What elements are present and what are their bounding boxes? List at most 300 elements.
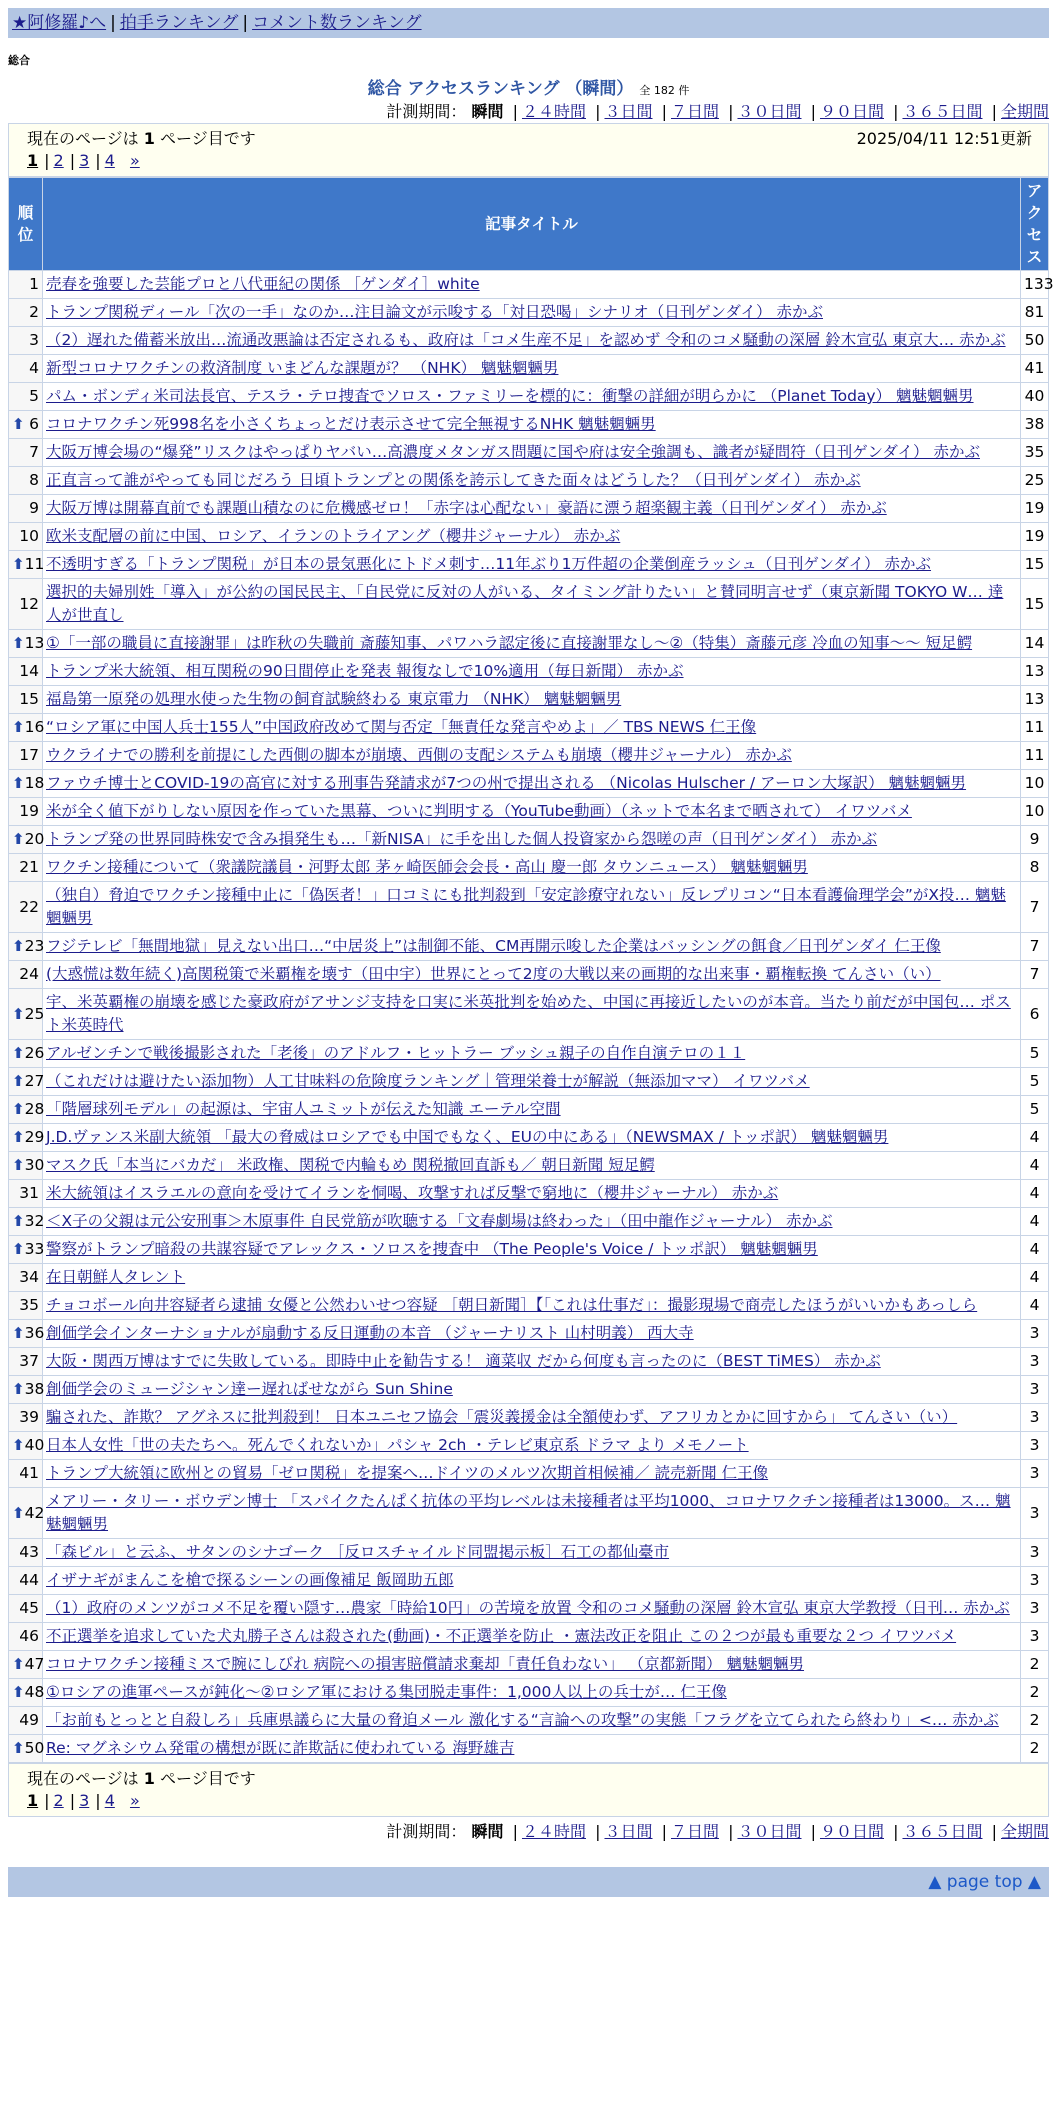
access-count: 11 bbox=[1021, 742, 1049, 770]
access-count: 41 bbox=[1021, 355, 1049, 383]
rank-cell bbox=[9, 658, 43, 686]
article-link[interactable]: 「お前もとっとと自殺しろ」兵庫県議らに大量の脅迫メール 激化する“言論への攻撃”の実態「フラグを立てられたら終わり」<… 赤かぶ bbox=[46, 1711, 999, 1729]
rank-cell bbox=[9, 1152, 43, 1180]
access-count: 35 bbox=[1021, 439, 1049, 467]
article-link[interactable]: （2）遅れた備蓄米放出…流通改悪論は否定されるも、政府は「コメ生産不足」を認めず 令和のコメ騒動の深層 鈴木宣弘 東京大… 赤かぶ bbox=[46, 331, 1006, 349]
title-cell bbox=[43, 658, 1021, 686]
title-cell bbox=[43, 798, 1021, 826]
pager-status: 現在のページは 1 ページ目です bbox=[27, 129, 256, 148]
access-count: 19 bbox=[1021, 523, 1049, 551]
rank-number: 26 bbox=[24, 1044, 45, 1062]
title-cell bbox=[43, 551, 1021, 579]
page-1-current: 1 bbox=[27, 151, 39, 170]
article-link[interactable]: ＜X子の父親は元公安刑事＞木原事件 自民党筋が吹聴する「文春劇場は終わった」（田中龍作ジャーナル） 赤かぶ bbox=[46, 1212, 833, 1230]
up-arrow-icon: ⬆ bbox=[12, 718, 25, 736]
title-cell bbox=[43, 1404, 1021, 1432]
rank-cell bbox=[9, 439, 43, 467]
article-link[interactable]: 不正選挙を追求していた犬丸勝子さんは殺された(動画)・不正選挙を防止 ・憲法改正を阻止 この２つが最も重要な２つ イワツバメ bbox=[46, 1627, 957, 1645]
access-count: 13 bbox=[1021, 686, 1049, 714]
page-2-link[interactable]: 2 bbox=[53, 151, 64, 170]
rank-number: 48 bbox=[24, 1683, 45, 1701]
table-row bbox=[9, 383, 1049, 411]
rank-cell bbox=[9, 327, 43, 355]
comment-ranking-link[interactable]: コメント数ランキング bbox=[252, 13, 422, 33]
table-row bbox=[9, 630, 1049, 658]
access-count: 10 bbox=[1021, 798, 1049, 826]
access-count: 4 bbox=[1021, 1152, 1049, 1180]
title-cell bbox=[43, 1376, 1021, 1404]
rank-cell bbox=[9, 714, 43, 742]
rank-cell bbox=[9, 882, 43, 933]
article-link[interactable]: 欧米支配層の前に中国、ロシア、イランのトライアング（櫻井ジャーナル） 赤かぶ bbox=[46, 527, 621, 545]
article-link[interactable]: (大惑慌は数年続く)高関税策で米覇権を壊す（田中宇）世界にとって2度の大戦以来の画期的な出来事・覇権転換 てんさい（い） bbox=[46, 965, 941, 983]
article-link[interactable]: 創価学会のミュージシャン達ー遅ればせながら Sun Shine bbox=[46, 1380, 453, 1398]
access-count: 3 bbox=[1021, 1567, 1049, 1595]
rank-number: 6 bbox=[29, 415, 39, 433]
access-count: 15 bbox=[1021, 579, 1049, 630]
period-90d-link[interactable]: ９０日間 bbox=[819, 1822, 884, 1841]
title-cell bbox=[43, 1539, 1021, 1567]
pager-top bbox=[8, 123, 1049, 177]
title-cell bbox=[43, 1236, 1021, 1264]
rank-number: 21 bbox=[19, 858, 39, 876]
title-cell bbox=[43, 1208, 1021, 1236]
rank-cell bbox=[9, 1432, 43, 1460]
table-row bbox=[9, 1460, 1049, 1488]
access-count: 38 bbox=[1021, 411, 1049, 439]
period-selector-bottom: 計測期間： 瞬間 | ２４時間 | ３日間 | ７日間 | ３０日間 | ９０日間 | ３６５日間 | 全期間 bbox=[386, 1822, 1049, 1841]
article-link[interactable]: メアリー・タリー・ボウデン博士 「スパイクたんぱく抗体の平均レベルは未接種者は平均1000、コロナワクチン接種者は13000。ス… 魑魅魍魎男 bbox=[46, 1492, 1011, 1533]
rank-cell bbox=[9, 579, 43, 630]
footer-bar bbox=[8, 1867, 1049, 1897]
table-row bbox=[9, 1124, 1049, 1152]
updated-time: 2025/04/11 12:51更新 bbox=[856, 129, 1032, 148]
article-link[interactable]: ウクライナでの勝利を前提にした西側の脚本が崩壊、西側の支配システムも崩壊（櫻井ジャーナル） 赤かぶ bbox=[46, 746, 792, 764]
clap-ranking-link[interactable]: 拍手ランキング bbox=[119, 13, 239, 33]
table-row bbox=[9, 854, 1049, 882]
table-row bbox=[9, 1679, 1049, 1707]
rank-cell bbox=[9, 1651, 43, 1679]
article-link[interactable]: （これだけは避けたい添加物）人工甘味料の危険度ランキング｜管理栄養士が解説（無添加ママ） イワツバメ bbox=[46, 1072, 810, 1090]
table-row bbox=[9, 1320, 1049, 1348]
title-cell bbox=[43, 439, 1021, 467]
title-cell bbox=[43, 989, 1021, 1040]
rank-cell bbox=[9, 1460, 43, 1488]
up-arrow-icon: ⬆ bbox=[12, 1739, 25, 1757]
article-link[interactable]: 騙された、詐欺？ アグネスに批判殺到！ 日本ユニセフ協会「震災義援金は全額使わず、アフリカとかに回すから」 てんさい（い） bbox=[46, 1408, 958, 1426]
access-count: 3 bbox=[1021, 1432, 1049, 1460]
title-cell bbox=[43, 742, 1021, 770]
article-link[interactable]: （独自）脅迫でワクチン接種中止に「偽医者！」口コミにも批判殺到「安定診療守れない」反レプリコン“日本看護倫理学会”がX投… 魑魅魍魎男 bbox=[46, 886, 1006, 927]
table-row bbox=[9, 1488, 1049, 1539]
period-all-link[interactable]: 全期間 bbox=[1000, 102, 1049, 121]
rank-number: 8 bbox=[29, 471, 39, 489]
top-nav-bar: ★阿修羅♪へ | 拍手ランキング | コメント数ランキング bbox=[8, 8, 1049, 38]
table-row bbox=[9, 1735, 1049, 1763]
table-row bbox=[9, 439, 1049, 467]
table-row bbox=[9, 1096, 1049, 1124]
access-count: 81 bbox=[1021, 299, 1049, 327]
period-30d-link[interactable]: ３０日間 bbox=[737, 102, 802, 121]
access-count: 4 bbox=[1021, 1180, 1049, 1208]
table-row bbox=[9, 1180, 1049, 1208]
period-3d-link[interactable]: ３日間 bbox=[604, 1822, 653, 1841]
article-link[interactable]: J.D.ヴァンス米副大統領 「最大の脅威はロシアでも中国でもなく、EUの中にある」（NEWSMAX / トッポ訳） 魑魅魍魎男 bbox=[46, 1128, 889, 1146]
rank-number: 44 bbox=[19, 1571, 39, 1589]
rank-number: 1 bbox=[29, 275, 39, 293]
period-30d-link[interactable]: ３０日間 bbox=[737, 1822, 802, 1841]
rank-number: 19 bbox=[19, 802, 39, 820]
article-link[interactable]: イザナギがまんこを槍で探るシーンの画像補足 飯岡助五郎 bbox=[46, 1571, 454, 1589]
title-cell bbox=[43, 383, 1021, 411]
article-link[interactable]: 福島第一原発の処理水使った生物の飼育試験終わる 東京電力 （NHK） 魑魅魍魎男 bbox=[46, 690, 622, 708]
up-arrow-icon: ⬆ bbox=[12, 1324, 25, 1342]
period-selector: 計測期間： 瞬間 | ２４時間 | ３日間 | ７日間 | ３０日間 | ９０日間 | ３６５日間 | 全期間 bbox=[386, 102, 1049, 121]
rank-number: 41 bbox=[19, 1464, 39, 1482]
access-header: アクセス bbox=[1021, 178, 1049, 271]
article-link[interactable]: “ロシア軍に中国人兵士155人”中国政府改めて関与否定「無責任な発言やめよ」／ TBS NEWS 仁王像 bbox=[46, 718, 757, 736]
table-row bbox=[9, 742, 1049, 770]
period-3d-link[interactable]: ３日間 bbox=[604, 102, 653, 121]
access-count: 15 bbox=[1021, 551, 1049, 579]
access-count: 13 bbox=[1021, 658, 1049, 686]
title-header: 記事タイトル bbox=[43, 178, 1021, 271]
page-title bbox=[0, 74, 1057, 99]
table-row bbox=[9, 714, 1049, 742]
up-arrow-icon: ⬆ bbox=[12, 1212, 25, 1230]
rank-number: 10 bbox=[19, 527, 39, 545]
article-link[interactable]: アルゼンチンで戦後撮影された「老後」のアドルフ・ヒットラー ブッシュ親子の自作自演テロの１１ bbox=[46, 1044, 746, 1062]
article-link[interactable]: トランプ関税ディール「次の一手」なのか…注目論文が示唆する「対日恐喝」シナリオ（日刊ゲンダイ） 赤かぶ bbox=[46, 303, 823, 321]
period-7d-link[interactable]: ７日間 bbox=[670, 102, 719, 121]
rank-cell bbox=[9, 826, 43, 854]
rank-number: 16 bbox=[24, 718, 45, 736]
table-row bbox=[9, 523, 1049, 551]
article-link[interactable]: 米が全く値下がりしない原因を作っていた黒幕、ついに判明する（YouTube動画）（ネットで本名まで晒されて） イワツバメ bbox=[46, 802, 912, 820]
rank-cell bbox=[9, 1320, 43, 1348]
rank-number: 18 bbox=[24, 774, 45, 792]
page-2-link[interactable]: 2 bbox=[53, 1791, 64, 1810]
title-cell bbox=[43, 299, 1021, 327]
total-count: 全 182 件 bbox=[639, 84, 690, 97]
rank-cell bbox=[9, 989, 43, 1040]
title-cell bbox=[43, 854, 1021, 882]
table-row bbox=[9, 1623, 1049, 1651]
table-row bbox=[9, 551, 1049, 579]
table-row bbox=[9, 1595, 1049, 1623]
rank-number: 49 bbox=[19, 1711, 39, 1729]
next-page-link[interactable]: » bbox=[129, 151, 140, 170]
up-arrow-icon: ⬆ bbox=[12, 830, 25, 848]
access-count: 5 bbox=[1021, 1096, 1049, 1124]
access-count: 3 bbox=[1021, 1623, 1049, 1651]
rank-number: 20 bbox=[24, 830, 45, 848]
rank-number: 3 bbox=[29, 331, 39, 349]
table-row bbox=[9, 933, 1049, 961]
title-cell bbox=[43, 1264, 1021, 1292]
up-arrow-icon: ⬆ bbox=[12, 1072, 25, 1090]
rank-number: 47 bbox=[24, 1655, 45, 1673]
up-arrow-icon: ⬆ bbox=[12, 415, 25, 433]
page-4-link[interactable]: 4 bbox=[104, 151, 115, 170]
rank-number: 15 bbox=[19, 690, 39, 708]
rank-cell bbox=[9, 1488, 43, 1539]
title-cell bbox=[43, 355, 1021, 383]
page-top-link[interactable]: ▲ page top ▲ bbox=[928, 1872, 1041, 1892]
article-link[interactable]: パム・ボンディ米司法長官、テスラ・テロ捜査でソロス・ファミリーを標的に：衝撃の詳細が明らかに （Planet Today） 魑魅魍魎男 bbox=[46, 387, 974, 405]
rank-cell bbox=[9, 1208, 43, 1236]
access-count: 4 bbox=[1021, 1124, 1049, 1152]
access-count: 4 bbox=[1021, 1236, 1049, 1264]
access-count: 3 bbox=[1021, 1539, 1049, 1567]
article-link[interactable]: トランプ米大統領、相互関税の90日間停止を発表 報復なしで10%適用（毎日新聞） 赤かぶ bbox=[46, 662, 684, 680]
article-link[interactable]: マスク氏「本当にバカだ」 米政権、関税で内輪もめ 関税撤回直訴も／ 朝日新聞 短足鰐 bbox=[46, 1156, 655, 1174]
access-count: 10 bbox=[1021, 770, 1049, 798]
table-row bbox=[9, 1376, 1049, 1404]
rank-number: 29 bbox=[24, 1128, 45, 1146]
rank-cell bbox=[9, 1124, 43, 1152]
rank-cell bbox=[9, 1096, 43, 1124]
article-link[interactable]: 大阪万博は開幕直前でも課題山積なのに危機感ゼロ！「赤字は心配ない」豪語に漂う超楽観主義（日刊ゲンダイ） 赤かぶ bbox=[46, 499, 887, 517]
article-link[interactable]: ①ロシアの進軍ペースが鈍化〜②ロシア軍における集団脱走事件：1,000人以上の兵士が… 仁王像 bbox=[46, 1683, 727, 1701]
up-arrow-icon: ⬆ bbox=[12, 1380, 25, 1398]
table-row bbox=[9, 1539, 1049, 1567]
access-count: 4 bbox=[1021, 1292, 1049, 1320]
article-link[interactable]: フジテレビ「無間地獄」見えない出口…“中居炎上”は制御不能、CM再開示唆した企業はバッシングの餌食／日刊ゲンダイ 仁王像 bbox=[46, 937, 941, 955]
up-arrow-icon: ⬆ bbox=[12, 774, 25, 792]
page-3-link[interactable]: 3 bbox=[79, 1791, 90, 1810]
access-count: 3 bbox=[1021, 1376, 1049, 1404]
rank-cell bbox=[9, 1595, 43, 1623]
table-row bbox=[9, 1236, 1049, 1264]
rank-cell bbox=[9, 1623, 43, 1651]
page-links: 1 | 2 | 3 | 4 » bbox=[27, 151, 140, 170]
rank-number: 42 bbox=[24, 1503, 45, 1522]
rank-cell bbox=[9, 630, 43, 658]
article-link[interactable]: 大阪・関西万博はすでに失敗している。即時中止を勧告する！ 適菜収 だから何度も言ったのに（BEST TiMES） 赤かぶ bbox=[46, 1352, 881, 1370]
rank-cell bbox=[9, 495, 43, 523]
title-cell bbox=[43, 1460, 1021, 1488]
rank-cell bbox=[9, 1180, 43, 1208]
title-cell bbox=[43, 1432, 1021, 1460]
title-cell bbox=[43, 1096, 1021, 1124]
page-3-link[interactable]: 3 bbox=[79, 151, 90, 170]
title-cell bbox=[43, 933, 1021, 961]
table-row bbox=[9, 411, 1049, 439]
access-count: 7 bbox=[1021, 882, 1049, 933]
home-link[interactable]: ★阿修羅♪へ bbox=[12, 13, 107, 33]
table-row bbox=[9, 961, 1049, 989]
rank-cell bbox=[9, 299, 43, 327]
article-link[interactable]: 正直言って誰がやっても同じだろう 日頃トランプとの関係を誇示してきた面々はどうした？（日刊ゲンダイ） 赤かぶ bbox=[46, 471, 861, 489]
up-arrow-icon: ⬆ bbox=[12, 1156, 25, 1174]
rank-number: 38 bbox=[24, 1380, 45, 1398]
period-24h-link[interactable]: ２４時間 bbox=[521, 102, 586, 121]
rank-number: 17 bbox=[19, 746, 39, 764]
rank-cell bbox=[9, 1707, 43, 1735]
table-row bbox=[9, 658, 1049, 686]
rank-cell bbox=[9, 1567, 43, 1595]
up-arrow-icon: ⬆ bbox=[12, 1128, 25, 1146]
title-cell bbox=[43, 1040, 1021, 1068]
page-links-bottom: 1 | 2 | 3 | 4 » bbox=[27, 1791, 140, 1810]
article-link[interactable]: 選択的夫婦別姓「導入」が公約の国民民主、「自民党に反対の人がいる、タイミング計りたい」と賛同明言せず（東京新聞 TOKYO W… 達人が世直し bbox=[46, 583, 1004, 624]
rank-number: 43 bbox=[19, 1543, 39, 1561]
article-link[interactable]: 宇、米英覇権の崩壊を感じた豪政府がアサンジ支持を口実に米英批判を始めた、中国に再接近したいのが本音。当たり前だが中国包… ポスト米英時代 bbox=[46, 993, 1011, 1034]
rank-header: 順位 bbox=[9, 178, 43, 271]
rank-cell bbox=[9, 798, 43, 826]
article-link[interactable]: 米大統領はイスラエルの意向を受けてイランを恫喝、攻撃すれば反撃で窮地に（櫻井ジャーナル） 赤かぶ bbox=[46, 1184, 779, 1202]
rank-number: 31 bbox=[19, 1184, 39, 1202]
title-cell bbox=[43, 1488, 1021, 1539]
rank-cell bbox=[9, 1040, 43, 1068]
title-cell bbox=[43, 770, 1021, 798]
rank-cell bbox=[9, 1735, 43, 1763]
rank-number: 14 bbox=[19, 662, 39, 680]
rank-cell bbox=[9, 1348, 43, 1376]
table-row bbox=[9, 355, 1049, 383]
up-arrow-icon: ⬆ bbox=[12, 1655, 25, 1673]
rank-cell bbox=[9, 523, 43, 551]
rank-number: 7 bbox=[29, 443, 39, 461]
rank-cell bbox=[9, 271, 43, 299]
up-arrow-icon: ⬆ bbox=[12, 1044, 25, 1062]
article-link[interactable]: 新型コロナワクチンの救済制度 いまどんな課題が？ （NHK） 魑魅魍魎男 bbox=[46, 359, 559, 377]
period-365d-link[interactable]: ３６５日間 bbox=[902, 1822, 983, 1841]
title-cell bbox=[43, 1707, 1021, 1735]
rank-cell bbox=[9, 1376, 43, 1404]
up-arrow-icon: ⬆ bbox=[12, 1683, 25, 1701]
table-row bbox=[9, 271, 1049, 299]
period-365d-link[interactable]: ３６５日間 bbox=[902, 102, 983, 121]
rank-cell bbox=[9, 961, 43, 989]
up-arrow-icon: ⬆ bbox=[12, 1004, 25, 1023]
rank-number: 46 bbox=[19, 1627, 39, 1645]
title-cell bbox=[43, 327, 1021, 355]
title-cell bbox=[43, 961, 1021, 989]
rank-number: 27 bbox=[24, 1072, 45, 1090]
article-link[interactable]: コロナワクチン死998名を小さくちょっとだけ表示させて完全無視するNHK 魑魅魍魎男 bbox=[46, 415, 656, 433]
table-row bbox=[9, 882, 1049, 933]
title-cell bbox=[43, 271, 1021, 299]
article-link[interactable]: コロナワクチン接種ミスで腕にしびれ 病院への損害賠償請求棄却「責任負わない」 （京都新聞） 魑魅魍魎男 bbox=[46, 1655, 805, 1673]
title-cell bbox=[43, 630, 1021, 658]
period-all-link[interactable]: 全期間 bbox=[1000, 1822, 1049, 1841]
rank-cell bbox=[9, 383, 43, 411]
article-link[interactable]: チョコボール向井容疑者ら逮捕 女優と公然わいせつ容疑 ［朝日新聞］【「これは仕事だ」：撮影現場で商売したほうがいいかもあっしら bbox=[46, 1296, 978, 1314]
table-row bbox=[9, 1651, 1049, 1679]
rank-number: 28 bbox=[24, 1100, 45, 1118]
table-row bbox=[9, 495, 1049, 523]
table-row bbox=[9, 1348, 1049, 1376]
article-link[interactable]: 大阪万博会場の“爆発”リスクはやっぱりヤバい…高濃度メタンガス問題に国や府は安全強調も、識者が疑問符（日刊ゲンダイ） 赤かぶ bbox=[46, 443, 980, 461]
access-count: 133 bbox=[1021, 271, 1049, 299]
access-count: 9 bbox=[1021, 826, 1049, 854]
rank-number: 37 bbox=[19, 1352, 39, 1370]
table-row bbox=[9, 1404, 1049, 1432]
access-count: 19 bbox=[1021, 495, 1049, 523]
pager-status-bottom: 現在のページは 1 ページ目です bbox=[27, 1769, 256, 1788]
rank-cell bbox=[9, 933, 43, 961]
period-90d-link[interactable]: ９０日間 bbox=[819, 102, 884, 121]
rank-cell bbox=[9, 467, 43, 495]
table-row bbox=[9, 327, 1049, 355]
article-link[interactable]: ワクチン接種について（衆議院議員・河野太郎 茅ヶ崎医師会会長・高山 慶一郎 タウンニュース） 魑魅魍魎男 bbox=[46, 858, 808, 876]
access-count: 8 bbox=[1021, 854, 1049, 882]
rank-number: 13 bbox=[24, 634, 45, 652]
title-cell bbox=[43, 1567, 1021, 1595]
article-link[interactable]: 「森ビル」と云ふ、サタンのシナゴーク ［反ロスチャイルド同盟掲示板］石工の都仙臺市 bbox=[46, 1543, 670, 1561]
rank-number: 30 bbox=[24, 1156, 45, 1174]
article-link[interactable]: 売春を強要した芸能プロと八代亜紀の関係 ［ゲンダイ］white bbox=[46, 275, 480, 293]
article-link[interactable]: ファウチ博士とCOVID-19の高官に対する刑事告発請求が7つの州で提出される （Nicolas Hulscher / アーロン大塚訳） 魑魅魍魎男 bbox=[46, 774, 967, 792]
article-link[interactable]: ①「一部の職員に直接謝罪」は昨秋の失職前 斎藤知事、パワハラ認定後に直接謝罪なし〜②（特集）斎藤元彦 冷血の知事〜〜 短足鰐 bbox=[46, 634, 973, 652]
article-link[interactable]: 警察がトランプ暗殺の共謀容疑でアレックス・ソロスを捜査中 （The People's Voice / トッポ訳） 魑魅魍魎男 bbox=[46, 1240, 818, 1258]
up-arrow-icon: ⬆ bbox=[12, 555, 25, 573]
rank-cell bbox=[9, 1404, 43, 1432]
access-count: 2 bbox=[1021, 1679, 1049, 1707]
table-row bbox=[9, 299, 1049, 327]
access-count: 5 bbox=[1021, 1068, 1049, 1096]
period-label: 計測期間： bbox=[386, 1822, 467, 1841]
article-link[interactable]: 日本人女性「世の夫たちへ。死んでくれないか」パシャ 2ch ・テレビ東京系 ドラマ より メモノート bbox=[46, 1436, 749, 1454]
table-row bbox=[9, 1707, 1049, 1735]
access-count: 3 bbox=[1021, 1460, 1049, 1488]
access-count: 7 bbox=[1021, 961, 1049, 989]
article-link[interactable]: （1）政府のメンツがコメ不足を覆い隠す…農家「時給10円」の苦境を放置 令和のコメ騒動の深層 鈴木宣弘 東京大学教授（日刊… 赤かぶ bbox=[46, 1599, 1010, 1617]
access-count: 50 bbox=[1021, 327, 1049, 355]
pager-bottom bbox=[8, 1763, 1049, 1817]
table-row bbox=[9, 1264, 1049, 1292]
access-count: 3 bbox=[1021, 1320, 1049, 1348]
next-page-link[interactable]: » bbox=[129, 1791, 140, 1810]
rank-cell bbox=[9, 1236, 43, 1264]
title-cell bbox=[43, 1651, 1021, 1679]
rank-cell bbox=[9, 854, 43, 882]
article-link[interactable]: Re: マグネシウム発電の構想が既に詐欺話に使われている 海野雄吉 bbox=[46, 1739, 515, 1757]
table-row bbox=[9, 798, 1049, 826]
article-link[interactable]: 創価学会インターナショナルが扇動する反日運動の本音 （ジャーナリスト 山村明義） 西大寺 bbox=[46, 1324, 694, 1342]
table-row bbox=[9, 989, 1049, 1040]
rank-number: 11 bbox=[24, 555, 45, 573]
title-cell bbox=[43, 1595, 1021, 1623]
article-link[interactable]: 「階層球列モデル」の起源は、宇宙人ユミットが伝えた知識 エーテル空間 bbox=[46, 1100, 561, 1118]
rank-cell bbox=[9, 686, 43, 714]
rank-cell bbox=[9, 770, 43, 798]
ranking-table bbox=[8, 177, 1054, 1763]
access-count: 4 bbox=[1021, 1264, 1049, 1292]
page-1-current: 1 bbox=[27, 1791, 39, 1810]
article-link[interactable]: トランプ発の世界同時株安で含み損発生も…「新NISA」に手を出した個人投資家から怨嗟の声（日刊ゲンダイ） 赤かぶ bbox=[46, 830, 878, 848]
article-link[interactable]: 不透明すぎる「トランプ関税」が日本の景気悪化にトドメ刺す…11年ぶり1万件超の企業倒産ラッシュ（日刊ゲンダイ） 赤かぶ bbox=[46, 555, 932, 573]
table-row bbox=[9, 770, 1049, 798]
rank-cell bbox=[9, 411, 43, 439]
rank-number: 9 bbox=[29, 499, 39, 517]
article-link[interactable]: 在日朝鮮人タレント bbox=[46, 1268, 186, 1286]
article-link[interactable]: トランプ大統領に欧州との貿易「ゼロ関税」を提案へ…ドイツのメルツ次期首相候補／ 読売新聞 仁王像 bbox=[46, 1464, 769, 1482]
section-label: 総合 bbox=[8, 54, 30, 67]
rank-number: 50 bbox=[24, 1739, 45, 1757]
period-7d-link[interactable]: ７日間 bbox=[670, 1822, 719, 1841]
up-arrow-icon: ⬆ bbox=[12, 1436, 25, 1454]
rank-number: 23 bbox=[24, 937, 45, 955]
up-arrow-icon: ⬆ bbox=[12, 937, 25, 955]
period-current: 瞬間 bbox=[471, 102, 504, 121]
period-24h-link[interactable]: ２４時間 bbox=[521, 1822, 586, 1841]
table-row bbox=[9, 1432, 1049, 1460]
rank-cell bbox=[9, 1264, 43, 1292]
page-4-link[interactable]: 4 bbox=[104, 1791, 115, 1810]
